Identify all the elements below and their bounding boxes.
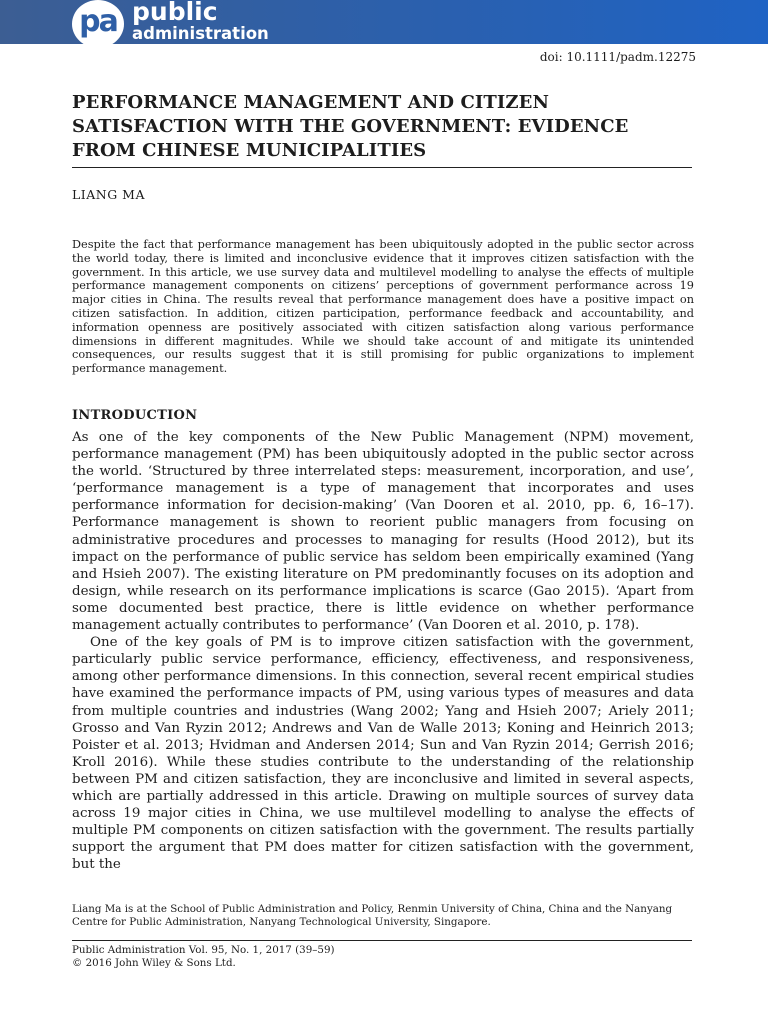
journal-citation: Public Administration Vol. 95, No. 1, 2017 (39–59) xyxy=(72,944,335,956)
author-affiliation: Liang Ma is at the School of Public Administration and Policy, Renmin University of China, China and the Nanyang Centre for Public Administration, Nanyang Technological University, Singapore. xyxy=(72,903,673,928)
journal-logo-icon: pa xyxy=(72,0,124,48)
section-heading: INTRODUCTION xyxy=(72,408,198,423)
article-title xyxy=(72,91,696,163)
title-rule xyxy=(72,167,692,168)
title-line: PERFORMANCE MANAGEMENT AND CITIZEN xyxy=(72,92,550,113)
footer xyxy=(72,944,694,970)
journal-name-line2: administration xyxy=(132,24,269,43)
footer-rule xyxy=(72,940,692,941)
abstract: Despite the fact that performance management has been ubiquitously adopted in the public sector across the world today, there is limited and inconclusive evidence that it improves citizen satisfaction with the government. In this article, we use survey data and multilevel modelling to analyse the effects of multiple performance management components on citizens’ perceptions of government performance across 19 major cities in China. The results reveal that performance management does have a positive impact on citizen satisfaction. In addition, citizen participation, performance feedback and accountability, and information openness are positively associated with citizen satisfaction along various performance dimensions in different magnitudes. While we should take account of and mitigate its unintended consequences, our results suggest that it is still promising for public organizations to implement performance management. xyxy=(72,238,694,376)
journal-name-line1: public xyxy=(132,0,218,26)
title-line: FROM CHINESE MUNICIPALITIES xyxy=(72,140,427,161)
paragraph: As one of the key components of the New Public Management (NPM) movement, performance management (PM) has been ubiquitously adopted in the public sector across the world. ‘Structured by three interrelated steps: measurement, incorporation, and use’, ‘performance management is a type of management that incorporates and uses performance information for decision-making’ (Van Dooren et al. 2010, pp. 6, 16–17). Performance management is shown to reorient public managers from focusing on administrative procedures and processes to managing for results (Hood 2012), but its impact on the performance of public service has seldom been empirically examined (Yang and Hsieh 2007). The existing literature on PM predominantly focuses on its adoption and design, while research on its performance implications is scarce (Gao 2015). ‘Apart from some documented best practice, there is little evidence on whether performance management actually contributes to performance’ (Van Dooren et al. 2010, p. 178). xyxy=(72,430,694,634)
body-text xyxy=(72,429,694,873)
doi[interactable]: doi: 10.1111/padm.12275 xyxy=(539,50,696,64)
paragraph: One of the key goals of PM is to improve citizen satisfaction with the government, particularly public service performance, efficiency, effectiveness, and responsiveness, among other performance dimensions. In this connection, several recent empirical studies have examined the performance impacts of PM, using various types of measures and data from multiple countries and industries (Wang 2002; Yang and Hsieh 2007; Ariely 2011; Grosso and Van Ryzin 2012; Andrews and Van de Walle 2013; Koning and Heinrich 2013; Poister et al. 2013; Hvidman and Andersen 2014; Sun and Van Ryzin 2014; Gerrish 2016; Kroll 2016). While these studies contribute to the understanding of the relationship between PM and citizen satisfaction, they are inconclusive and limited in several aspects, which are partially addressed in this article. Drawing on multiple sources of survey data across 19 major cities in China, we use multilevel modelling to analyse the effects of multiple PM components on citizen satisfaction with the government. The results partially support the argument that PM does matter for citizen satisfaction with the government, but the xyxy=(72,635,694,873)
author-name: LIANG MA xyxy=(72,187,145,202)
title-line: SATISFACTION WITH THE GOVERNMENT: EVIDENCE xyxy=(72,116,629,137)
copyright: © 2016 John Wiley & Sons Ltd. xyxy=(72,957,236,969)
